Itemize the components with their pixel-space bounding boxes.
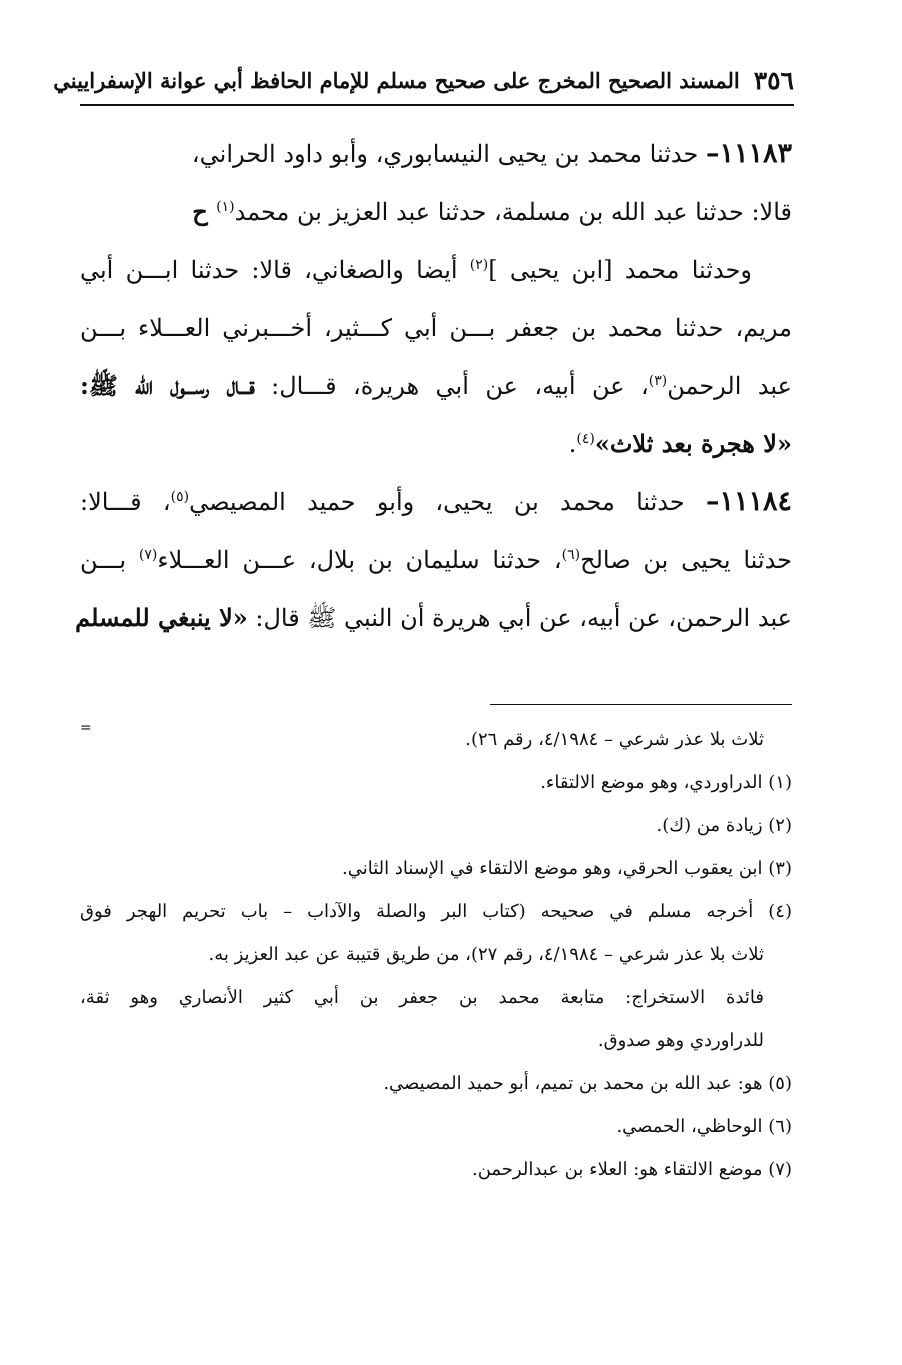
- footnote-4-line-4: للدراوردي وهو صدوق.: [597, 1030, 764, 1051]
- hadith-1183-line-4: مريم، حدثنا محمد بن جعفر بـــن أبي كـــثير، أخـــبرني العـــلاء بـــن: [80, 314, 792, 342]
- hadith-1183-line-6: «لا هجرة بعد ثلاث»$^{(٤)}$.: [568, 429, 792, 458]
- footnote-ref-7: (٧): [138, 547, 158, 563]
- footnote-4-line-2: ثلاث بلا عذر شرعي – ٤/١٩٨٤، رقم ٢٧)، من طريق قتيبة عن عبد العزيز به.: [208, 944, 764, 965]
- footnote-separator: [490, 704, 792, 705]
- continuation-mark: =: [80, 720, 92, 736]
- hadith-matn-1183: «لا هجرة بعد ثلاث»: [594, 429, 792, 458]
- footnote-carryover: ثلاث بلا عذر شرعي – ٤/١٩٨٤، رقم ٢٦).: [465, 729, 764, 750]
- hadith-1183-line-2: قالا: حدثنا عبد الله بن مسلمة، حدثنا عبد العزيز بن محمد$^{(١)}$ ح: [192, 197, 792, 226]
- hadith-1183-line-3: وحدثنا محمد [ابن يحيى ]$^{(٢)}$ أيضا والصغاني، قالا: حدثنا ابـــن أبي: [80, 256, 752, 284]
- hadith-1184-line-2: حدثنا يحيى بن صالح$^{(٦)}$، حدثنا سليمان بن بلال، عـــن العـــلاء$^{(٧)}$ بـــن: [80, 546, 793, 574]
- footnote-ref-1: (١): [216, 199, 235, 215]
- footnote-6: (٦) الوحاظي، الحمصي.: [616, 1116, 792, 1137]
- footnote-4-line-3: فائدة الاستخراج: متابعة محمد بن جعفر بن أبي كثير الأنصاري وهو ثقة،: [80, 987, 764, 1008]
- footnote-2: (٢) زيادة من (ك).: [656, 815, 792, 836]
- hadith-1184-line-1: ١١١٨٤– حدثنا محمد بن يحيى، وأبو حميد المصيصي$^{(٥)}$، قـــالا:: [80, 486, 792, 517]
- hadith-1183-line-5: عبد الرحمن$^{(٣)}$، عن أبيه، عن أبي هريرة، قـــال: قـــال رســـول الله ﷺ:: [80, 371, 792, 400]
- footnote-ref-3: (٣): [648, 373, 668, 389]
- footnote-5: (٥) هو: عبد الله بن محمد بن تميم، أبو حميد المصيصي.: [383, 1073, 792, 1094]
- hadith-1183-line-1: ١١١٨٣– حدثنا محمد بن يحيى النيسابوري، وأبو داود الحراني،: [191, 138, 792, 169]
- footnote-1: (١) الدراوردي، وهو موضع الالتقاء.: [540, 772, 792, 793]
- running-title: المسند الصحيح المخرج على صحيح مسلم للإمام الحافظ أبي عوانة الإسفراييني: [53, 67, 740, 93]
- footnote-4-line-1: (٤) أخرجه مسلم في صحيحه (كتاب البر والصلة والآداب – باب تحريم الهجر فوق: [80, 901, 792, 922]
- footnote-ref-5: (٥): [170, 489, 190, 505]
- footnote-ref-2: (٢): [469, 257, 489, 273]
- hadith-1184-line-3: عبد الرحمن، عن أبيه، عن أبي هريرة أن النبي ﷺ قال: «لا ينبغي للمسلم: [75, 603, 792, 632]
- hadith-matn-1184: «لا ينبغي للمسلم: [75, 603, 248, 632]
- page-number: ٣٥٦: [753, 65, 794, 95]
- main-text: [75, 125, 793, 647]
- prophet-saying: قـــال رســـول الله ﷺ:: [80, 371, 255, 400]
- footnote-7: (٧) موضع الالتقاء هو: العلاء بن عبدالرحمن.: [471, 1159, 792, 1180]
- footnote-ref-4: (٤): [576, 431, 595, 447]
- footnote-ref-6: (٦): [561, 547, 581, 563]
- page-header: [53, 62, 794, 98]
- hadith-number-1183: ١١١٨٣–: [705, 138, 792, 169]
- footnotes: [80, 718, 792, 1191]
- footnote-3: (٣) ابن يعقوب الحرقي، وهو موضع الالتقاء في الإسناد الثاني.: [342, 858, 792, 879]
- header-rule: [80, 104, 794, 106]
- hadith-number-1184: ١١١٨٤–: [705, 486, 792, 517]
